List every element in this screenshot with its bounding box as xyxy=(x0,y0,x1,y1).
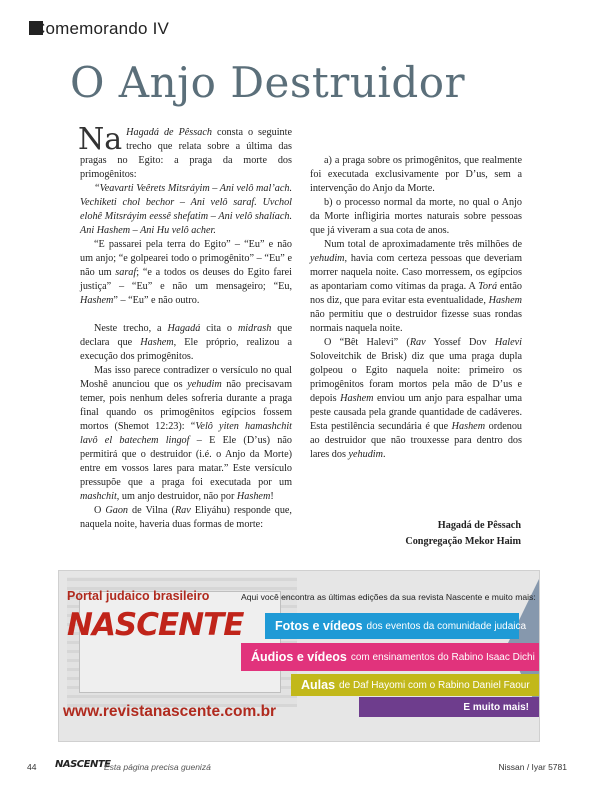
text-run: . xyxy=(383,449,386,460)
paragraph-translation xyxy=(80,238,292,308)
text-run: Gaon xyxy=(105,505,129,516)
text-run: enviou um anjo para espalhar uma peste causada pela grande quantidade de cadáveres. Esta pestilência secundária é que xyxy=(310,393,522,432)
paragraph-point-b: b) o processo normal da morte, no qual o Anjo da Morte infligiria mortes naturais sobre pessoas que já viveram a sua cota de anos. xyxy=(310,197,522,236)
text-run: yehudim xyxy=(348,449,383,460)
text-run: ! xyxy=(270,491,274,502)
footer-note: Esta página precisa guenizá xyxy=(104,762,211,772)
text-run: yehudim xyxy=(310,253,345,264)
text-run: Hashem xyxy=(488,295,522,306)
text-run: não permitiu que o destruidor fizesse suas rondas normais naquela noite. xyxy=(310,309,522,334)
text-run: que declara que xyxy=(80,323,292,348)
article-column-left xyxy=(78,122,293,532)
text-run: Hashem xyxy=(140,337,174,348)
text-run: yehudim xyxy=(187,379,222,390)
text-run: Velô yiten hamashchit lavô el batechem lingof xyxy=(80,421,292,446)
text-run: cita o xyxy=(200,323,238,334)
text-run: ; “e a todos os deuses do Egito farei justiça” – “Eu” e não um mensageiro; “Eu, xyxy=(80,267,293,292)
text-run: O xyxy=(94,505,106,516)
ad-portal-label: Portal judaico brasileiro xyxy=(67,589,210,603)
paragraph-intro xyxy=(78,122,292,182)
text-run: Yossef Dov xyxy=(425,337,495,348)
text-run: Rav xyxy=(409,337,426,348)
paragraph-contradiction xyxy=(80,364,292,504)
text-run: midrash xyxy=(237,323,272,334)
ad-intro-text: Aqui você encontra as últimas edições da sua revista Nascente e muito mais: xyxy=(241,592,536,602)
section-label: Comemorando IV xyxy=(33,19,170,38)
article-title: O Anjo Destruidor xyxy=(70,58,466,107)
text-run: Halevi xyxy=(494,337,522,348)
text-run: Neste trecho, a xyxy=(94,323,168,334)
text-run: consta o seguinte trecho que relata sobre a última das pragas no Egito: a praga da morte dos primogênitos: xyxy=(80,127,292,180)
source-line: Hagadá de Pêssach xyxy=(437,520,521,531)
text-run: , Ele próprio, realizou a execução dos primogênitos. xyxy=(80,337,292,362)
ad-band-audio[interactable]: Áudios e vídeos com ensinamentos do Rabino Isaac Dichi xyxy=(241,643,540,671)
text-run: Torá xyxy=(478,281,498,292)
text-run: Eliyáhu) responde que, naquela noite, haveria duas formas de morte: xyxy=(80,505,292,530)
paragraph-gaon xyxy=(80,504,292,532)
text-run: saraf xyxy=(115,267,137,278)
text-run: Hashem xyxy=(80,295,114,306)
article-column-right xyxy=(310,126,522,462)
ad-band-classes[interactable]: Aulas de Daf Hayomi com o Rabino Daniel Faour xyxy=(291,674,539,696)
ad-url-link[interactable]: www.revistanascente.com.br xyxy=(63,703,277,720)
text-run: Num total de aproximadamente três milhões de xyxy=(324,239,522,250)
text-run: Hashem xyxy=(340,393,374,404)
text-run: Hagadá xyxy=(167,323,201,334)
text-run: ordenou ao destruidor que não trouxesse para dentro dos lares dos xyxy=(310,421,523,460)
text-run: Mas isso parece contradizer o versículo no qual Moshê anunciou que os xyxy=(80,365,292,390)
text-run: Rav xyxy=(174,505,191,516)
dropcap: Na xyxy=(78,122,123,157)
text-run: , um anjo destruidor, não por xyxy=(116,491,237,502)
paragraph-bet-halevi xyxy=(310,336,522,462)
page-number: 44 xyxy=(27,762,37,772)
text-run: Soloveitchik de Brisk) diz que uma praga dupla golpeou o Egito naquela noite: primeiro os primogênitos foram mortos pela mão de D’us e depois xyxy=(310,351,522,404)
text-run: Hashem xyxy=(451,421,486,432)
nascente-advertisement[interactable] xyxy=(58,570,540,742)
text-run: Hashem xyxy=(236,491,271,502)
text-run: ” – “Eu” e não outro. xyxy=(113,295,200,306)
ad-band-more[interactable]: E muito mais! xyxy=(359,697,539,717)
text-run: não precisavam temer, pois nenhum deles sofreria durante a praga final quando os primogênitos egípcios fossem mortos (Shemot 12:23): “ xyxy=(80,379,292,432)
text-run: mashchit xyxy=(80,491,117,502)
footer-date: Nissan / Iyar 5781 xyxy=(498,762,567,772)
text-run: então nos diz, que para evitar esta eventualidade, xyxy=(310,281,522,306)
paragraph-millions xyxy=(310,238,522,336)
text-run: “E passarei pela terra do Egito” – “Eu” e não um anjo; “e golpearei todo o primogênito” – “Eu” e não um xyxy=(80,239,292,278)
text-run: – E Ele (D’us) não permitirá que o destruidor (i.é. o Anjo da Morte) entre em vossos lares para matar.” Este versículo pressupõe que a praga foi executada por um xyxy=(80,435,292,488)
credit-line: Congregação Mekor Haim xyxy=(405,536,521,547)
text-run: de Vilna ( xyxy=(128,505,175,516)
paragraph-hebrew-quote: “Veavarti Veêrets Mitsráyim – Ani velô mal’ach. Vechiketi chol bechor – Ani velô saraf. Uvchol elohê Mitsráyim eessê shefatim – Ani velô shalíach. Ani Hashem – Ani Hu velô acher. xyxy=(80,183,292,236)
footer-logo: NASCENTE xyxy=(55,759,111,770)
ad-band-photos[interactable]: Fotos e vídeos dos eventos da comunidade judaica xyxy=(265,613,519,639)
nascente-logo: NASCENTE xyxy=(67,607,244,643)
text-run: Hagadá de Pêssach xyxy=(126,127,212,138)
text-run: O “Bêt Halevi” ( xyxy=(324,337,410,348)
paragraph-midrash xyxy=(80,322,292,364)
text-run: , havia com certeza pessoas que deveriam morrer naquela noite. Caso morressem, os egípcios as apontariam como vítimas da praga. A xyxy=(310,253,522,292)
paragraph-point-a: a) a praga sobre os primogênitos, que realmente foi executada exclusivamente por D’us, sem a intervenção do Anjo da Morte. xyxy=(310,155,522,194)
